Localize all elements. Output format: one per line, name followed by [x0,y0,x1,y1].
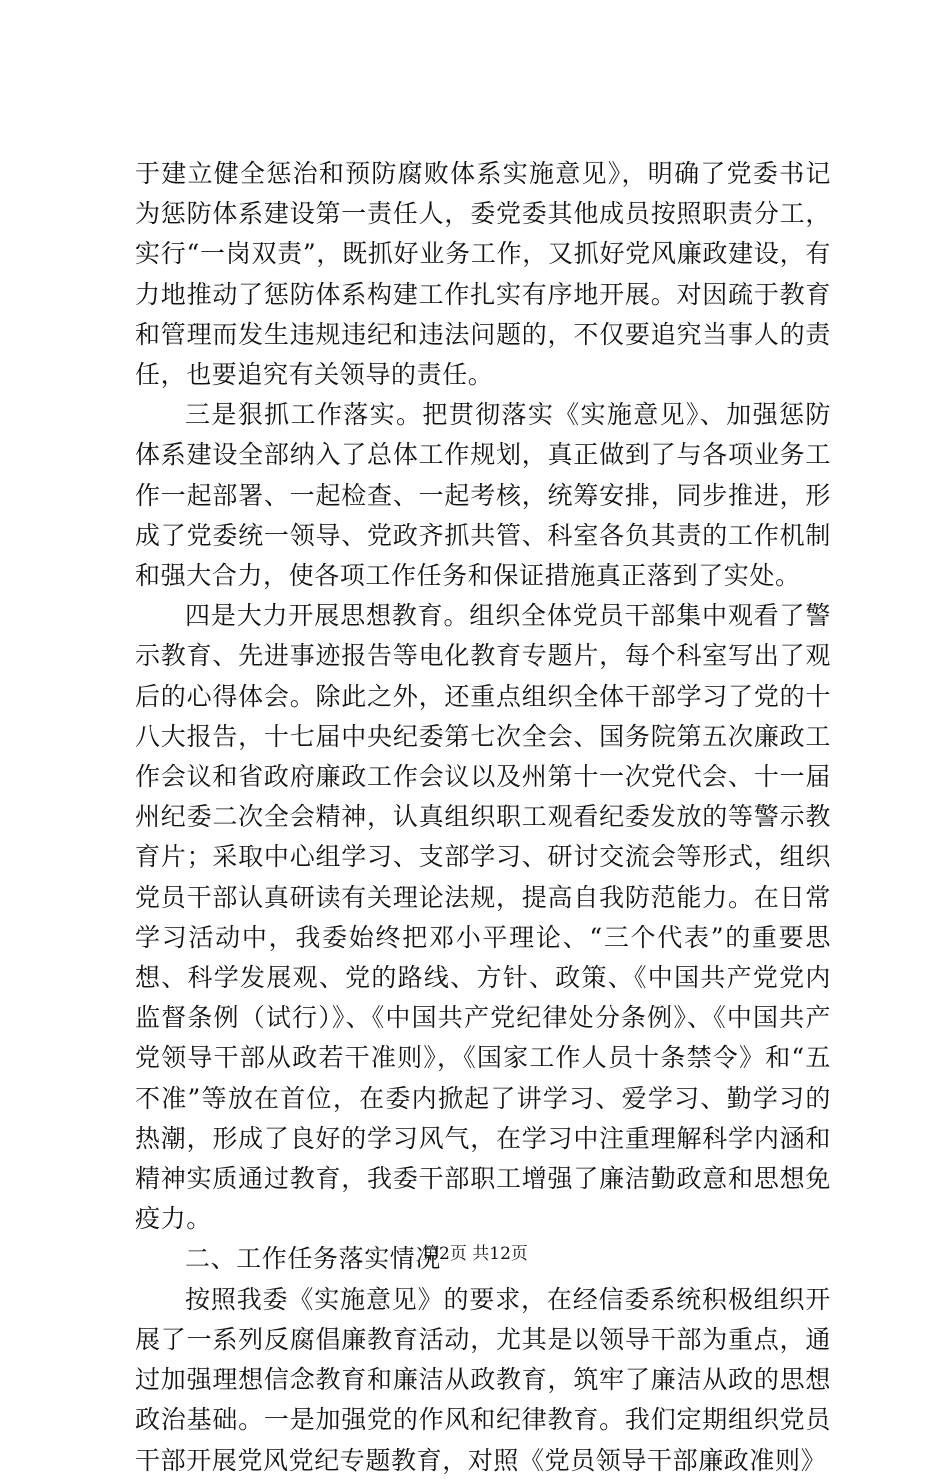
document-body [135,154,831,1481]
paragraph-continuation: 于建立健全惩治和预防腐败体系实施意见》，明确了党委书记为惩防体系建设第一责任人，委党委其他成员按照职责分工，实行“一岗双责”，既抓好业务工作，又抓好党风廉政建设，有力地推动了惩防体系构建工作扎实有序地开展。对因疏于教育和管理而发生违规违纪和违法问题的，不仅要追究当事人的责任，也要追究有关领导的责任。 [135,159,831,390]
page-number-footer: 第2页 共12页 [422,1244,528,1264]
paragraph-ideological-education: 四是大力开展思想教育。组织全体党员干部集中观看了警示教育、先进事迹报告等电化教育专题片，每个科室写出了观后的心得体会。除此之外，还重点组织全体干部学习了党的十八大报告，十七届中央纪委第七次全会、国务院第五次廉政工作会议和省政府廉政工作会议以及州第十一次党代会、十一届州纪委二次全会精神，认真组织职工观看纪委发放的等警示教育片；采取中心组学习、支部学习、研讨交流会等形式，组织党员干部认真研读有关理论法规，提高自我防范能力。在日常学习活动中，我委始终把邓小平理论、“三个代表”的重要思想、科学发展观、党的路线、方针、政策、《中国共产党党内监督条例（试行）》、《中国共产党纪律处分条例》、《中国共产党领导干部从政若干准则》，《国家工作人员十条禁令》和“五不准”等放在首位，在委内掀起了讲学习、爱学习、勤学习的热潮，形成了良好的学习风气，在学习中注重理解科学内涵和精神实质通过教育，我委干部职工增强了廉洁勤政意和思想免疫力。 [135,601,831,1234]
section-heading: 二、工作任务落实情况 [185,1244,442,1274]
paragraph-task-implementation: 按照我委《实施意见》的要求，在经信委系统积极组织开展了一系列反腐倡廉教育活动，尤其是以领导干部为重点，通过加强理想信念教育和廉洁从政教育，筑牢了廉洁从政的思想政治基础。一是加强党的作风和纪律教育。我们定期组织党员干部开展党风党纪专题教育，对照《党员领导干部廉政准则》 [135,1284,831,1475]
paragraph-work-implementation: 三是狠抓工作落实。把贯彻落实《实施意见》、加强惩防体系建设全部纳入了总体工作规划，真正做到了与各项业务工作一起部署、一起检查、一起考核，统筹安排，同步推进，形成了党委统一领导、党政齐抓共管、科室各负其责的工作机制和强大合力，使各项工作任务和保证措施真正落到了实处。 [135,400,831,591]
